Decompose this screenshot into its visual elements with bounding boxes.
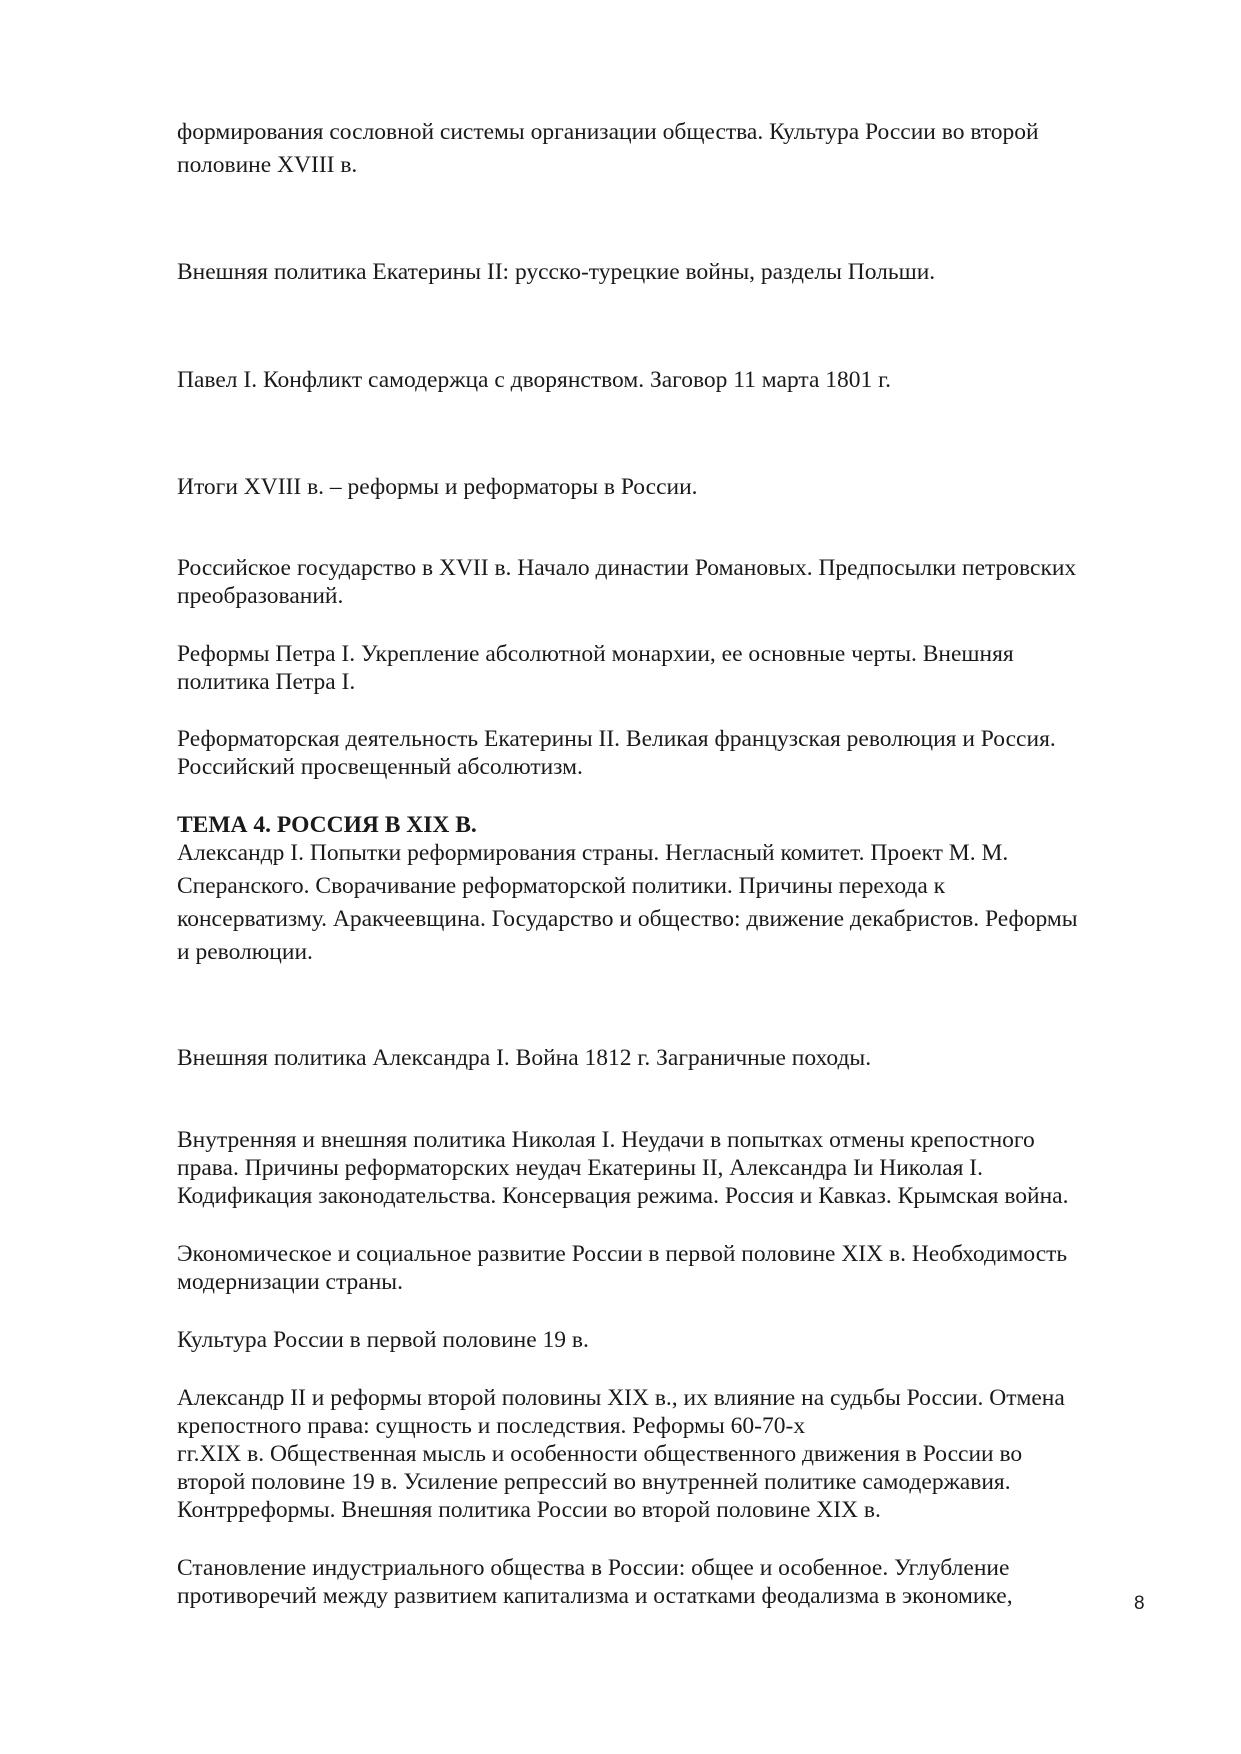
text-line: права. Причины реформаторских неудач Екатерины II, Александра Iи Николая I.: [177, 1155, 983, 1181]
text-line: Александр II и реформы второй половины XIX в., их влияние на судьбы России. Отмена: [177, 1385, 1065, 1411]
text-line: Александр I. Попытки реформирования страны. Негласный комитет. Проект М. М.: [177, 840, 1009, 866]
text-line: Итоги XVIII в. – реформы и реформаторы в России.: [177, 474, 698, 500]
text-line: преобразований.: [177, 583, 344, 609]
text-line: модернизации страны.: [177, 1269, 403, 1295]
text-line: Павел I. Конфликт самодержца с дворянством. Заговор 11 марта 1801 г.: [177, 367, 891, 393]
text-line: Внешняя политика Александра I. Война 1812 г. Заграничные походы.: [177, 1045, 872, 1071]
text-line: Российское государство в XVII в. Начало династии Романовых. Предпосылки петровских: [177, 555, 1077, 581]
text-line: Реформаторская деятельность Екатерины II. Великая французская революция и Россия.: [177, 726, 1056, 752]
text-line: крепостного права: сущность и последствия. Реформы 60-70-х: [177, 1413, 806, 1439]
text-line: и революции.: [177, 939, 313, 965]
text-line: Кодификация законодательства. Консервация режима. Россия и Кавказ. Крымская война.: [177, 1183, 1069, 1209]
text-line: гг.XIX в. Общественная мысль и особенности общественного движения в России во: [177, 1441, 1023, 1467]
text-line: Экономическое и социальное развитие России в первой половине XIX в. Необходимость: [177, 1241, 1068, 1267]
text-line: противоречий между развитием капитализма и остатками феодализма в экономике,: [177, 1583, 1013, 1609]
section-heading: ТЕМА 4. РОССИЯ В XIX В.: [177, 812, 477, 838]
text-line: Становление индустриального общества в России: общее и особенное. Углубление: [177, 1555, 1010, 1581]
text-line: формирования сословной системы организации общества. Культура России во второй: [177, 119, 1039, 145]
text-line: Внешняя политика Екатерины II: русско-турецкие войны, разделы Польши.: [177, 259, 936, 285]
text-line: половине XVIII в.: [177, 152, 358, 178]
text-line: Внутренняя и внешняя политика Николая I. Неудачи в попытках отмены крепостного: [177, 1127, 1035, 1153]
text-line: второй половине 19 в. Усиление репрессий во внутренней политике самодержавия.: [177, 1469, 1011, 1495]
text-line: Сперанского. Сворачивание реформаторской политики. Причины перехода к: [177, 873, 946, 899]
text-line: Реформы Петра I. Укрепление абсолютной монархии, ее основные черты. Внешняя: [177, 641, 1014, 667]
text-line: Российский просвещенный абсолютизм.: [177, 754, 583, 780]
text-line: политика Петра I.: [177, 669, 356, 695]
text-line: Контрреформы. Внешняя политика России во второй половине XIX в.: [177, 1497, 881, 1523]
page-number: 8: [1134, 1593, 1145, 1614]
text-line: консерватизму. Аракчеевщина. Государство и общество: движение декабристов. Реформы: [177, 906, 1078, 932]
text-line: Культура России в первой половине 19 в.: [177, 1327, 589, 1353]
